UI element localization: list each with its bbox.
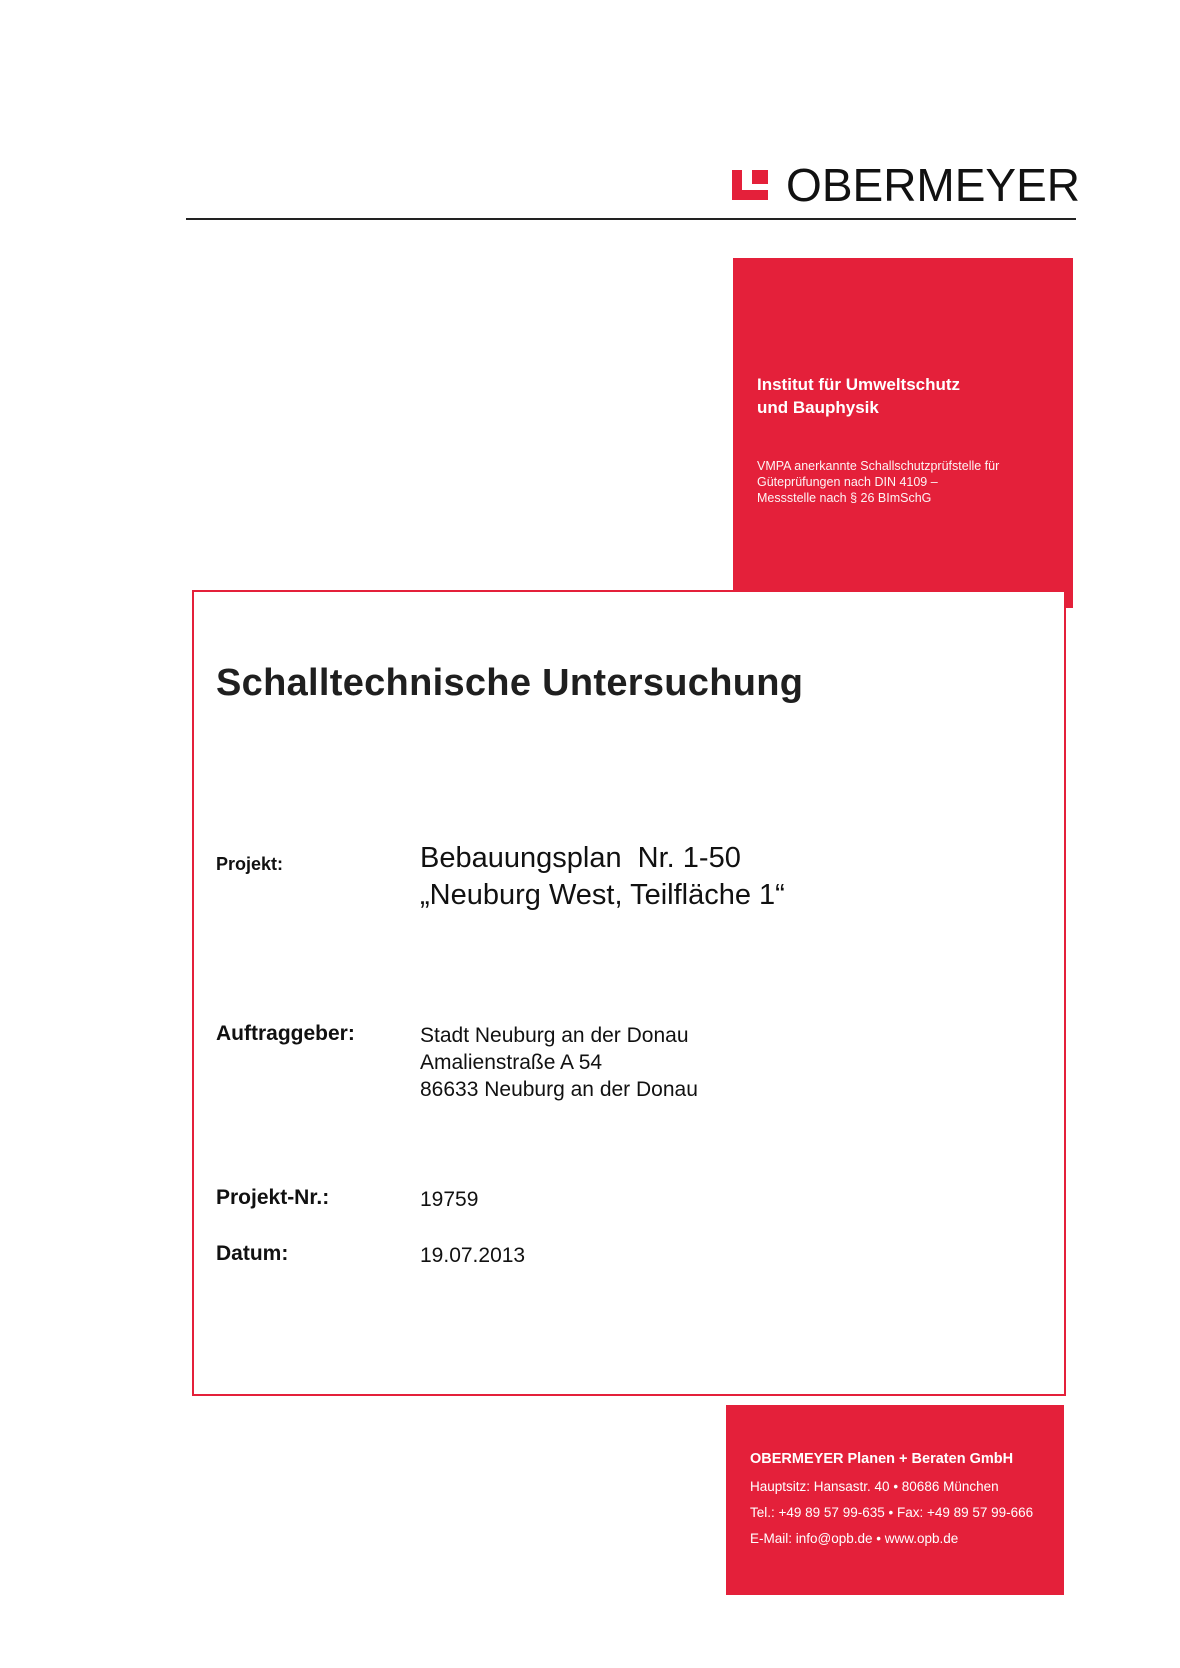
logo-text: OBERMEYER xyxy=(786,159,1080,211)
obermeyer-logo-icon xyxy=(732,170,768,200)
company-phone: Tel.: +49 89 57 99-635 • Fax: +49 89 57 99-666 xyxy=(750,1505,1034,1520)
report-cover-box xyxy=(192,590,1066,1396)
company-name: OBERMEYER Planen + Beraten GmbH xyxy=(750,1451,1014,1467)
projekt-nr-label: Projekt-Nr.: xyxy=(216,1186,330,1209)
company-address: Hauptsitz: Hansastr. 40 • 80686 München xyxy=(750,1479,999,1494)
institute-description: VMPA anerkannte Schallschutzprüfstelle für Güteprüfungen nach DIN 4109 – Messstelle nach § 26 BImSchG xyxy=(757,459,1000,505)
document-title: Schalltechnische Untersuchung xyxy=(216,662,804,704)
auftraggeber-line: 86633 Neuburg an der Donau xyxy=(420,1078,698,1101)
datum-label: Datum: xyxy=(216,1242,289,1265)
company-contact: E-Mail: info@opb.de • www.opb.de xyxy=(750,1531,959,1546)
projekt-nr-value: 19759 xyxy=(420,1188,479,1211)
auftraggeber-address xyxy=(420,1022,698,1103)
datum-value: 19.07.2013 xyxy=(420,1244,526,1267)
projekt-label: Projekt: xyxy=(216,854,284,874)
projekt-value-line2: „Neuburg West, Teilfläche 1“ xyxy=(420,879,785,911)
auftraggeber-label: Auftraggeber: xyxy=(216,1022,355,1045)
institute-title: Institut für Umweltschutz und Bauphysik xyxy=(757,375,961,417)
auftraggeber-line: Amalienstraße A 54 xyxy=(420,1051,603,1074)
company-logo xyxy=(732,159,1080,211)
auftraggeber-line: Stadt Neuburg an der Donau xyxy=(420,1024,689,1047)
company-contact-panel xyxy=(726,1405,1064,1595)
projekt-value-line1: Bebauungsplan Nr. 1-50 xyxy=(420,842,741,874)
institute-panel xyxy=(733,258,1073,608)
header-divider xyxy=(186,218,1076,220)
